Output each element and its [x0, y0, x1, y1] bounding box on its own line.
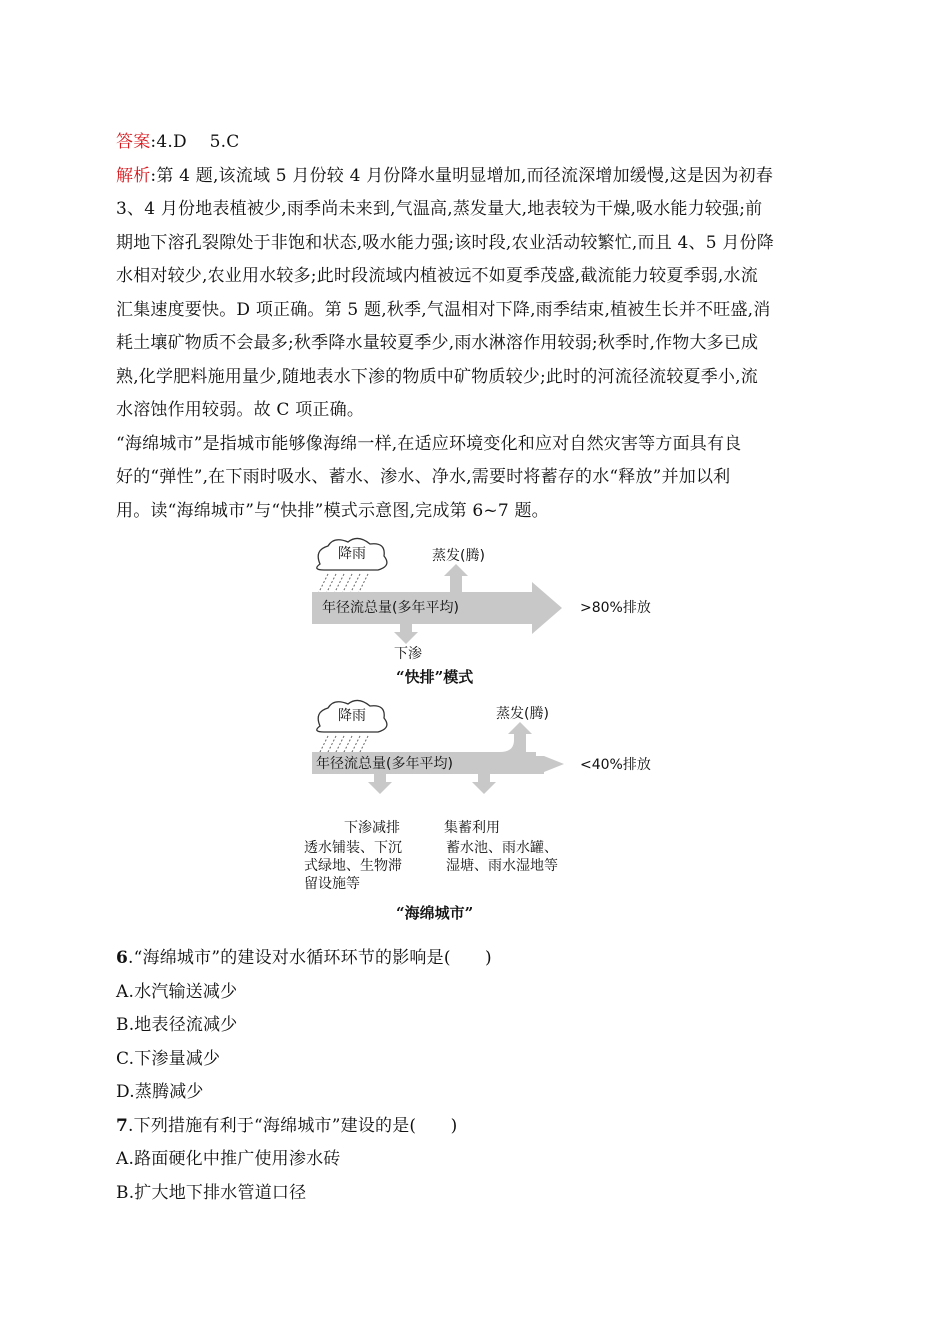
- storage-label: 集蓄利用: [444, 820, 500, 836]
- infiltration-label: 下渗减排: [344, 820, 400, 836]
- runoff-label: 年径流总量(多年平均): [316, 756, 453, 772]
- question-stem: 6.“海绵城市”的建设对水循环环节的影响是( ): [116, 948, 492, 968]
- infiltration-item: 式绿地、生物滞: [304, 858, 402, 874]
- question-number: 6: [116, 948, 129, 968]
- evaporation-label: 蒸发(腾): [432, 548, 485, 564]
- analysis-line: 熟,化学肥料施用量少,随地表水下渗的物质中矿物质较少;此时的河流径流较夏季小,流: [116, 366, 758, 387]
- analysis-label: 解析: [116, 165, 151, 186]
- discharge-label: >80%排放: [580, 600, 651, 616]
- diagram-caption: “快排”模式: [396, 668, 474, 686]
- answer-analysis-block: [116, 126, 836, 528]
- analysis-line: 水溶蚀作用较弱。故 C 项正确。: [116, 400, 365, 420]
- analysis-line: 期地下溶孔裂隙处于非饱和状态,吸水能力强;该时段,农业活动较繁忙,而且 4、5 月份降: [116, 232, 774, 253]
- evaporation-label: 蒸发(腾): [496, 706, 549, 722]
- analysis-line: 汇集速度要快。D 项正确。第 5 题,秋季,气温相对下降,雨季结束,植被生长并不旺盛,消: [116, 299, 771, 320]
- rain-label: 降雨: [338, 546, 366, 562]
- infiltration-item: 透水铺装、下沉: [304, 840, 402, 856]
- answer-text: :4.D 5.C: [150, 132, 240, 152]
- questions-block: [116, 942, 836, 1210]
- fast-drain-diagram: [300, 536, 660, 692]
- question-number: 7: [116, 1115, 129, 1136]
- sponge-city-diagram: [300, 696, 660, 924]
- question-stem: 7.下列措施有利于“海绵城市”建设的是( ): [116, 1115, 458, 1136]
- question-option[interactable]: B.扩大地下排水管道口径: [116, 1182, 307, 1203]
- evaporation-arrow: [444, 564, 468, 594]
- infiltration-arrow: [394, 624, 418, 644]
- storage-item: 湿塘、雨水湿地等: [446, 858, 558, 874]
- question-option[interactable]: A.水汽输送减少: [116, 981, 238, 1002]
- infiltration-item: 留设施等: [304, 876, 360, 892]
- intro-line: “海绵城市”是指城市能够像海绵一样,在适应环境变化和应对自然灾害等方面具有良: [116, 433, 742, 454]
- intro-line: 用。读“海绵城市”与“快排”模式示意图,完成第 6~7 题。: [116, 500, 549, 521]
- analysis-line: 解析:第 4 题,该流域 5 月份较 4 月份降水量明显增加,而径流深增加缓慢,这是因为初春: [116, 165, 774, 186]
- discharge-label: <40%排放: [580, 757, 651, 773]
- storage-item: 蓄水池、雨水罐、: [446, 840, 558, 856]
- analysis-line: 耗土壤矿物质不会最多;秋季降水量较夏季少,雨水淋溶作用较弱;秋季时,作物大多已成: [116, 333, 759, 353]
- infiltration-label: 下渗: [394, 646, 422, 662]
- answer-line: [116, 126, 836, 160]
- analysis-line: 水相对较少,农业用水较多;此时段流域内植被远不如夏季茂盛,截流能力较夏季弱,水流: [116, 266, 758, 286]
- rain-label: 降雨: [338, 708, 366, 724]
- question-option[interactable]: B.地表径流减少: [116, 1015, 238, 1035]
- question-option[interactable]: D.蒸腾减少: [116, 1082, 204, 1102]
- analysis-line: 3、4 月份地表植被少,雨季尚未来到,气温高,蒸发量大,地表较为干燥,吸水能力较强;前: [116, 199, 763, 219]
- runoff-label: 年径流总量(多年平均): [322, 600, 459, 616]
- question-option[interactable]: A.路面硬化中推广使用渗水砖: [116, 1149, 341, 1169]
- question-option[interactable]: C.下渗量减少: [116, 1048, 221, 1069]
- intro-line: 好的“弹性”,在下雨时吸水、蓄水、渗水、净水,需要时将蓄存的水“释放”并加以利: [116, 467, 731, 487]
- answer-label: 答案: [116, 132, 151, 152]
- diagram-caption: “海绵城市”: [396, 904, 474, 922]
